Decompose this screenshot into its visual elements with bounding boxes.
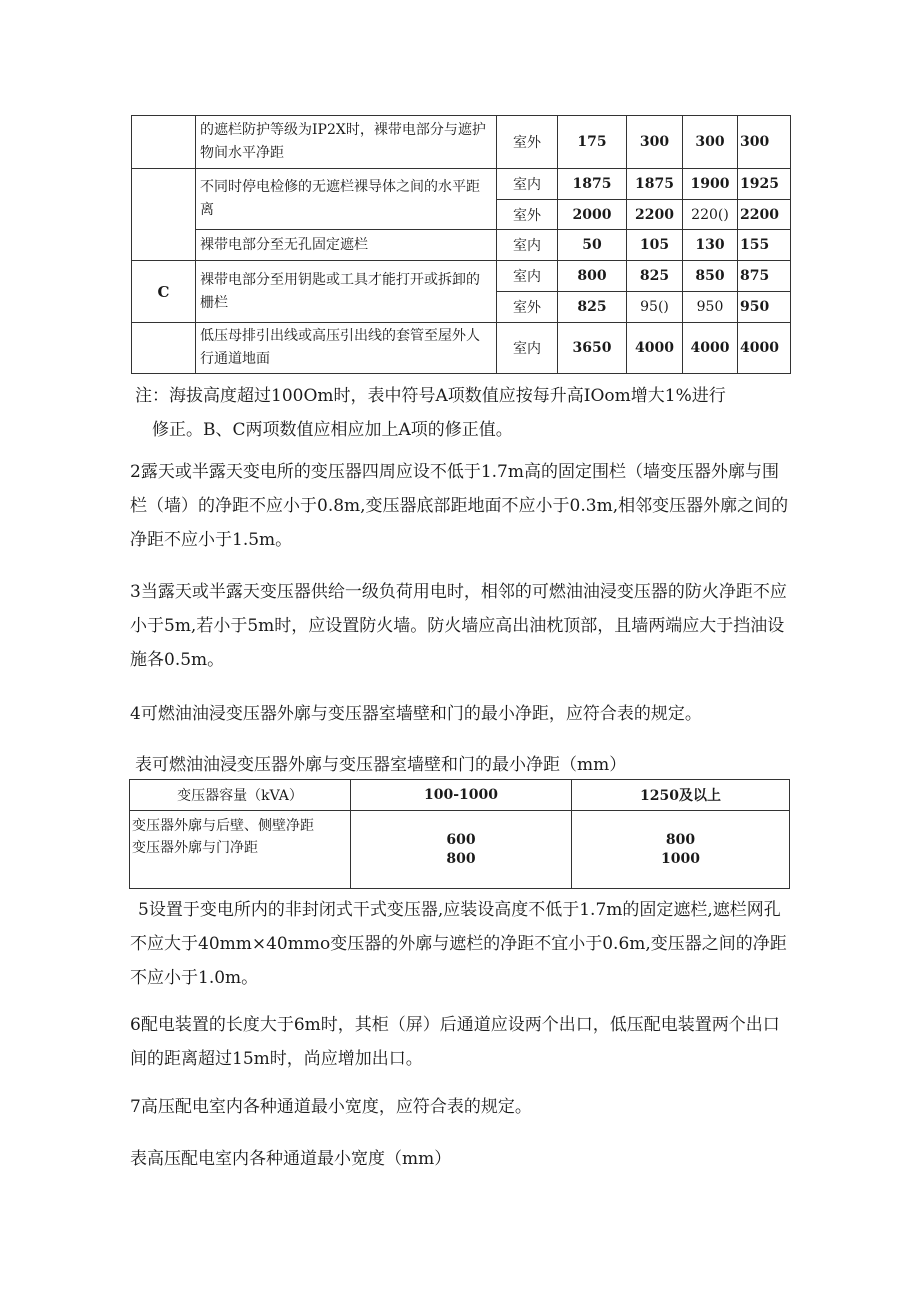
item-label: 低压母排引出线或高压引出线的套管至屋外人行通道地面 <box>196 323 497 374</box>
table-header-row <box>130 780 790 811</box>
paragraph-5: 5设置于变电所内的非封闭式干式变压器,应装设高度不低于1.7m的固定遮栏,遮栏网孔不应大于40mm×40mmo变压器的外廓与遮栏的净距不宜小于0.6m,变压器之间的净距不应小于1.0m。 <box>130 900 787 988</box>
value-cell: 2000 <box>558 200 627 230</box>
value-cell: 1900 <box>683 169 738 200</box>
row-label-wall: 变压器外廓与后壁、侧壁净距 <box>132 818 314 834</box>
paragraph-7: 7高压配电室内各种通道最小宽度，应符合表的规定。 <box>130 1097 532 1117</box>
location-cell: 室内 <box>497 323 558 374</box>
value-cell: 825 <box>558 292 627 323</box>
value-cell: 2200 <box>627 200 683 230</box>
value-cell: 155 <box>738 230 791 261</box>
table-note-cont: 修正。B、C两项数值应相应加上A项的修正值。 <box>152 420 513 440</box>
value-cell: 2200 <box>738 200 791 230</box>
value-cell: 300 <box>627 116 683 169</box>
value-cell: 950 <box>738 292 791 323</box>
transformer-clearance-table <box>129 779 790 889</box>
value-wall-small: 600 <box>446 831 476 848</box>
location-cell: 室内 <box>497 230 558 261</box>
value-cell: 220() <box>683 200 738 230</box>
row-label-door: 变压器外廓与门净距 <box>132 840 258 856</box>
location-cell: 室外 <box>497 116 558 169</box>
paragraph-4: 4可燃油油浸变压器外廓与变压器室墙壁和门的最小净距，应符合表的规定。 <box>130 704 702 724</box>
header-1250-plus: 1250及以上 <box>572 780 790 811</box>
row-labels <box>130 811 351 889</box>
item-label: 的遮栏防护等级为IP2X时，裸带电部分与遮护物间水平净距 <box>196 116 497 169</box>
location-cell: 室外 <box>497 200 558 230</box>
value-cell: 300 <box>683 116 738 169</box>
table-note: 注：海拔高度超过100Om时，表中符号A项数值应按每升高IOom增大1%进行 <box>135 386 726 406</box>
table-row <box>132 116 791 169</box>
value-door-large: 1000 <box>661 850 700 867</box>
table-row <box>130 811 790 889</box>
value-wall-large: 800 <box>665 831 696 848</box>
value-cell: 130 <box>683 230 738 261</box>
table-row <box>132 169 791 200</box>
group-cell <box>132 169 196 261</box>
item-label: 裸带电部分至用钥匙或工具才能打开或拆卸的栅栏 <box>196 261 497 323</box>
group-cell <box>132 116 196 169</box>
values-100-1000 <box>351 811 572 889</box>
table-row <box>132 323 791 374</box>
group-cell <box>132 323 196 374</box>
group-label: C <box>132 261 196 323</box>
value-cell: 800 <box>558 261 627 292</box>
value-cell: 1875 <box>558 169 627 200</box>
value-cell: 4000 <box>683 323 738 374</box>
location-cell: 室内 <box>497 261 558 292</box>
value-cell: 825 <box>627 261 683 292</box>
value-cell: 1875 <box>627 169 683 200</box>
header-100-1000: 100-1000 <box>351 780 572 811</box>
value-cell: 1925 <box>738 169 791 200</box>
value-cell: 875 <box>738 261 791 292</box>
header-capacity: 变压器容量（kVA） <box>130 780 351 811</box>
clearance-table <box>131 115 791 374</box>
value-door-small: 800 <box>446 850 476 867</box>
values-1250-plus <box>572 811 790 889</box>
item-label: 不同时停电检修的无遮栏裸导体之间的水平距离 <box>196 169 497 230</box>
paragraph-6: 6配电装置的长度大于6m时，其柜（屏）后通道应设两个出口，低压配电装置两个出口间的距离超过15m时，尚应增加出口。 <box>130 1015 780 1069</box>
value-cell: 95() <box>627 292 683 323</box>
table3-caption: 表高压配电室内各种通道最小宽度（mm） <box>130 1149 452 1169</box>
location-cell: 室内 <box>497 169 558 200</box>
value-cell: 105 <box>627 230 683 261</box>
paragraph-2: 2露天或半露天变电所的变压器四周应设不低于1.7m高的固定围栏（墙变压器外廓与围栏（墙）的净距不应小于0.8m,变压器底部距地面不应小于0.3m,相邻变压器外廓之间的净距不应小于1.5m。 <box>130 462 789 550</box>
location-cell: 室外 <box>497 292 558 323</box>
value-cell: 4000 <box>627 323 683 374</box>
table-row <box>132 261 791 292</box>
value-cell: 850 <box>683 261 738 292</box>
value-cell: 950 <box>683 292 738 323</box>
item-label: 裸带电部分至无孔固定遮栏 <box>196 230 497 261</box>
table-row <box>132 230 791 261</box>
value-cell: 175 <box>558 116 627 169</box>
table2-caption: 表可燃油油浸变压器外廓与变压器室墙壁和门的最小净距（mm） <box>135 755 627 775</box>
value-cell: 4000 <box>738 323 791 374</box>
value-cell: 50 <box>558 230 627 261</box>
paragraph-3: 3当露天或半露天变压器供给一级负荷用电时，相邻的可燃油油浸变压器的防火净距不应小于5m,若小于5m时，应设置防火墙。防火墙应高出油枕顶部，且墙两端应大于挡油设施各0.5m。 <box>130 582 787 670</box>
value-cell: 300 <box>738 116 791 169</box>
value-cell: 3650 <box>558 323 627 374</box>
